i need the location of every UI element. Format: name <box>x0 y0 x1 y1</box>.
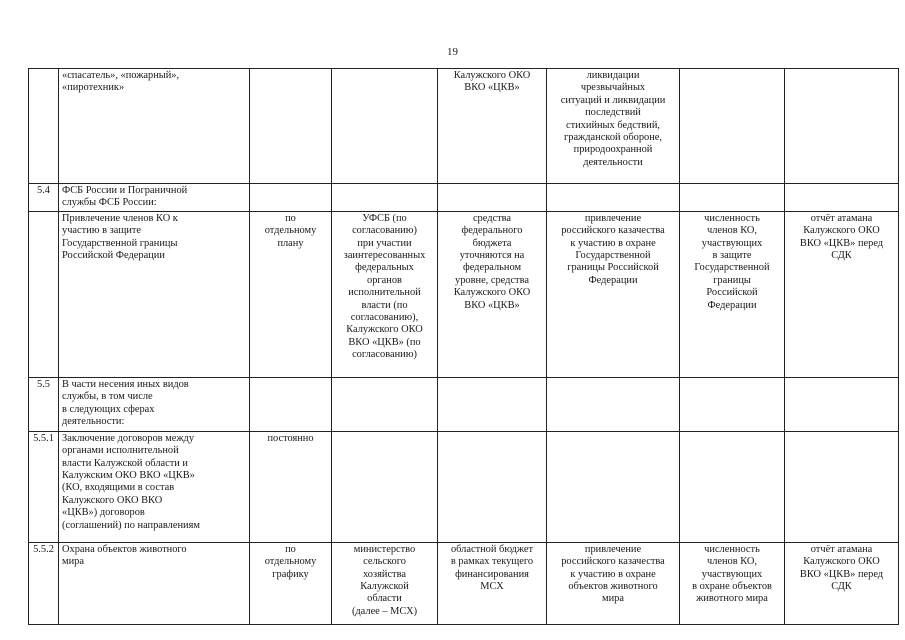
goal-cell: привлечение российского казачества к участию в охране Государственной границы Российской Федерации <box>547 211 680 377</box>
funding-cell: Калужского ОКО ВКО «ЦКВ» <box>438 69 547 184</box>
row-number: 5.5.1 <box>29 431 59 542</box>
executors-cell: УФСБ (по согласованию) при участии заинтересованных федеральных органов исполнительной власти (по согласованию), Калужского ОКО ВКО «ЦКВ» (по согласованию) <box>332 211 438 377</box>
executors-cell <box>332 431 438 542</box>
table-row <box>29 211 899 377</box>
report-cell <box>785 184 899 212</box>
goal-cell: ликвидации чрезвычайных ситуаций и ликвидации последствий стихийных бедствий, гражданской обороне, природоохранной деятельности <box>547 69 680 184</box>
funding-cell <box>438 377 547 431</box>
report-cell <box>785 431 899 542</box>
goal-cell <box>547 184 680 212</box>
indicator-cell <box>680 69 785 184</box>
goal-cell: привлечение российского казачества к участию в охране объектов животного мира <box>547 542 680 624</box>
executors-cell <box>332 69 438 184</box>
executors-cell <box>332 184 438 212</box>
indicator-cell: численность членов КО, участвующих в охране объектов животного мира <box>680 542 785 624</box>
goal-cell <box>547 431 680 542</box>
goal-cell <box>547 377 680 431</box>
event-cell: Заключение договоров между органами исполнительной власти Калужской области и Калужским ОКО ВКО «ЦКВ» (КО, входящими в состав Калужского ОКО ВКО «ЦКВ») договоров (соглашений) по направлениям <box>59 431 250 542</box>
event-cell: ФСБ России и Пограничной службы ФСБ России: <box>59 184 250 212</box>
funding-cell: областной бюджет в рамках текущего финансирования МСХ <box>438 542 547 624</box>
term-cell: по отдельному плану <box>250 211 332 377</box>
report-cell: отчёт атамана Калужского ОКО ВКО «ЦКВ» перед СДК <box>785 542 899 624</box>
report-cell <box>785 69 899 184</box>
table-row <box>29 184 899 212</box>
row-number: 5.4 <box>29 184 59 212</box>
term-cell <box>250 184 332 212</box>
term-cell <box>250 377 332 431</box>
executors-cell <box>332 377 438 431</box>
term-cell <box>250 69 332 184</box>
indicator-cell <box>680 431 785 542</box>
page-number: 19 <box>447 46 458 58</box>
indicator-cell <box>680 377 785 431</box>
report-cell: отчёт атамана Калужского ОКО ВКО «ЦКВ» перед СДК <box>785 211 899 377</box>
funding-cell <box>438 431 547 542</box>
row-number <box>29 69 59 184</box>
events-table <box>28 68 899 625</box>
event-cell: В части несения иных видов службы, в том числе в следующих сферах деятельности: <box>59 377 250 431</box>
funding-cell <box>438 184 547 212</box>
executors-cell: министерство сельского хозяйства Калужской области (далее – МСХ) <box>332 542 438 624</box>
indicator-cell: численность членов КО, участвующих в защите Государственной границы Российской Федерации <box>680 211 785 377</box>
term-cell: по отдельному графику <box>250 542 332 624</box>
table-row <box>29 431 899 542</box>
funding-cell: средства федерального бюджета уточняются на федеральном уровне, средства Калужского ОКО ВКО «ЦКВ» <box>438 211 547 377</box>
term-cell: постоянно <box>250 431 332 542</box>
indicator-cell <box>680 184 785 212</box>
table-row <box>29 69 899 184</box>
event-cell: Привлечение членов КО к участию в защите Государственной границы Российской Федерации <box>59 211 250 377</box>
event-cell: Охрана объектов животного мира <box>59 542 250 624</box>
table-row <box>29 542 899 624</box>
report-cell <box>785 377 899 431</box>
row-number: 5.5 <box>29 377 59 431</box>
row-number: 5.5.2 <box>29 542 59 624</box>
event-cell: «спасатель», «пожарный», «пиротехник» <box>59 69 250 184</box>
table-row <box>29 377 899 431</box>
row-number <box>29 211 59 377</box>
